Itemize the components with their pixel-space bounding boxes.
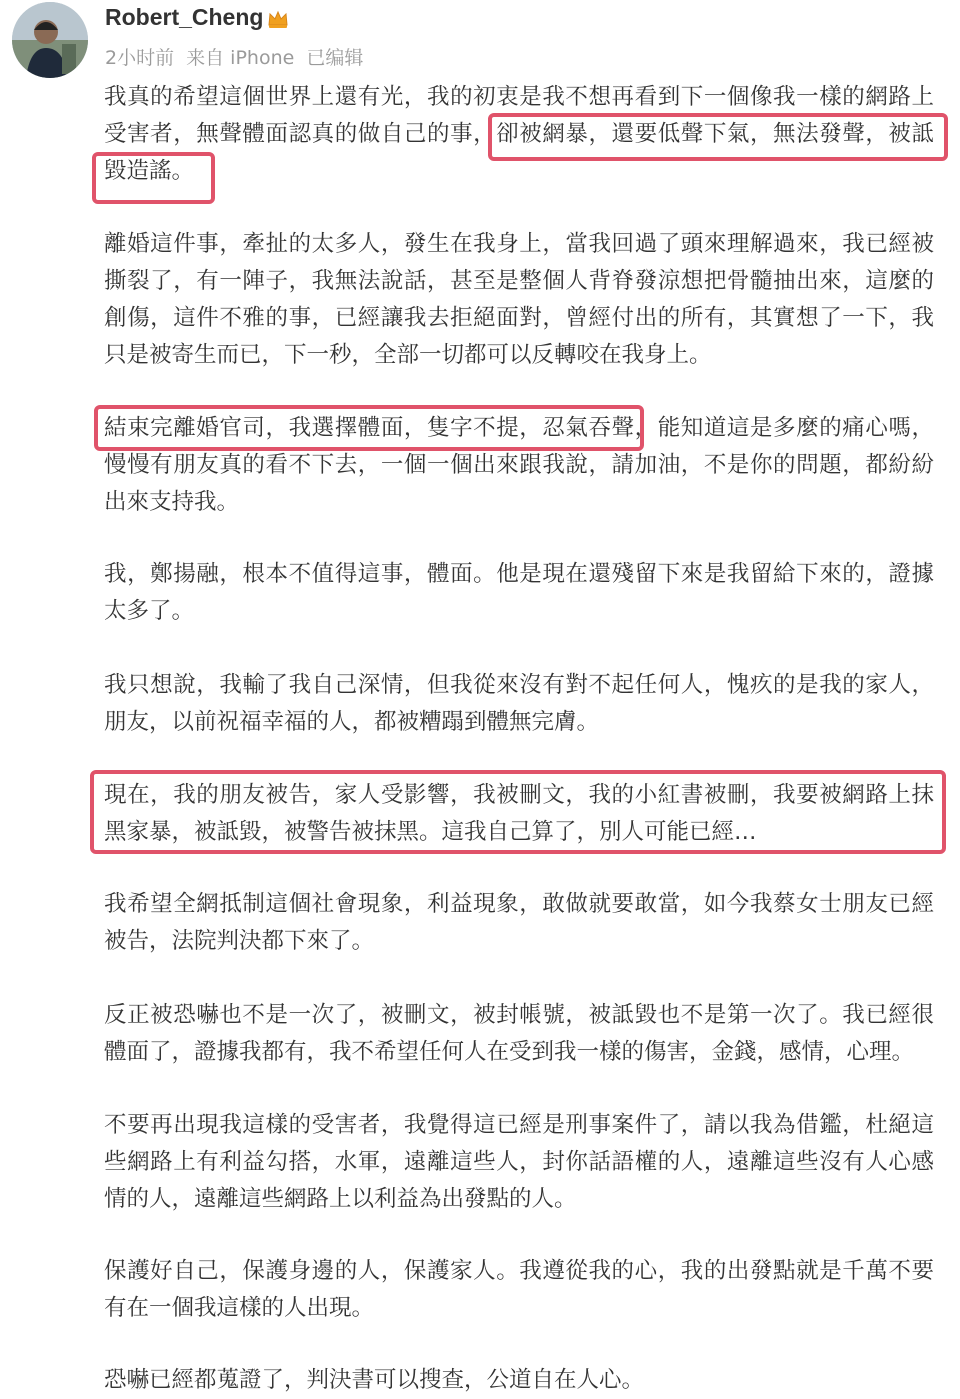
highlight-box bbox=[92, 152, 215, 204]
crown-badge-icon bbox=[267, 8, 289, 28]
username[interactable] bbox=[105, 4, 289, 31]
highlight-box bbox=[90, 770, 946, 854]
post-paragraph: 不要再出現我這樣的受害者，我覺得這已經是刑事案件了，請以我為借鑑，杜絕這些網路上有利益勾搭，水軍，遠離這些人，封你話語權的人，遠離這些沒有人心感情的人，遠離這些網路上以利益為出發點的人。 bbox=[104, 1112, 934, 1212]
post-paragraph: 反正被恐嚇也不是一次了，被刪文，被封帳號，被詆毀也不是第一次了。我已經很體面了，證據我都有，我不希望任何人在受到我一樣的傷害，金錢，感情，心理。 bbox=[104, 1002, 934, 1065]
post-source: 来自 iPhone bbox=[186, 47, 295, 69]
post-paragraph: 我，鄭揚融，根本不值得這事，體面。他是現在還殘留下來是我留給下來的，證據太多了。 bbox=[104, 561, 934, 624]
post-paragraph: 離婚這件事，牽扯的太多人，發生在我身上，當我回過了頭來理解過來，我已經被撕裂了，有一陣子，我無法說話，甚至是整個人背脊發涼想把骨髓抽出來，這麼的創傷，這件不雅的事，已經讓我去拒絕面對，曾經付出的所有，其實想了一下，我只是被寄生而已，下一秒，全部一切都可以反轉咬在我身上。 bbox=[104, 231, 934, 368]
post-paragraph: 恐嚇已經都蒐證了，判決書可以搜查，公道自在人心。 bbox=[104, 1367, 645, 1393]
avatar[interactable] bbox=[12, 2, 88, 78]
post-paragraph: 我真的希望這個世界上還有光，我的初衷是我不想再看到下一個像我一樣的網路上受害者，無聲體面認真的做自己的事，卻被網暴，還要低聲下氣，無法發聲，被詆毀造謠。 bbox=[104, 84, 934, 184]
post-paragraph: 現在，我的朋友被告，家人受影響，我被刪文，我的小紅書被刪，我要被網路上抹黑家暴，被詆毀，被警告被抹黑。這我自己算了，別人可能已經… bbox=[104, 782, 934, 845]
post-paragraph: 保護好自己，保護身邊的人，保護家人。我遵從我的心，我的出發點就是千萬不要有在一個我這樣的人出現。 bbox=[104, 1258, 934, 1321]
highlight-box bbox=[94, 405, 644, 451]
post-time: 2小时前 bbox=[105, 47, 175, 69]
post-paragraph: 結束完離婚官司，我選擇體面，隻字不提，忍氣吞聲，能知道這是多麼的痛心嗎，慢慢有朋友真的看不下去，一個一個出來跟我說，請加油，不是你的問題，都紛紛出來支持我。 bbox=[104, 415, 934, 515]
highlight-box bbox=[488, 113, 948, 161]
post-meta bbox=[105, 43, 369, 70]
post-paragraph: 我希望全網抵制這個社會現象，利益現象，敢做就要敢當，如今我蔡女士朋友已經被告，法院判決都下來了。 bbox=[104, 891, 934, 954]
post-edited: 已编辑 bbox=[306, 47, 364, 69]
post-paragraph: 我只想說，我輸了我自己深情，但我從來沒有對不起任何人，愧疚的是我的家人，朋友，以前祝福幸福的人，都被糟蹋到體無完膚。 bbox=[104, 672, 934, 735]
username-text[interactable]: Robert_Cheng bbox=[105, 4, 264, 30]
